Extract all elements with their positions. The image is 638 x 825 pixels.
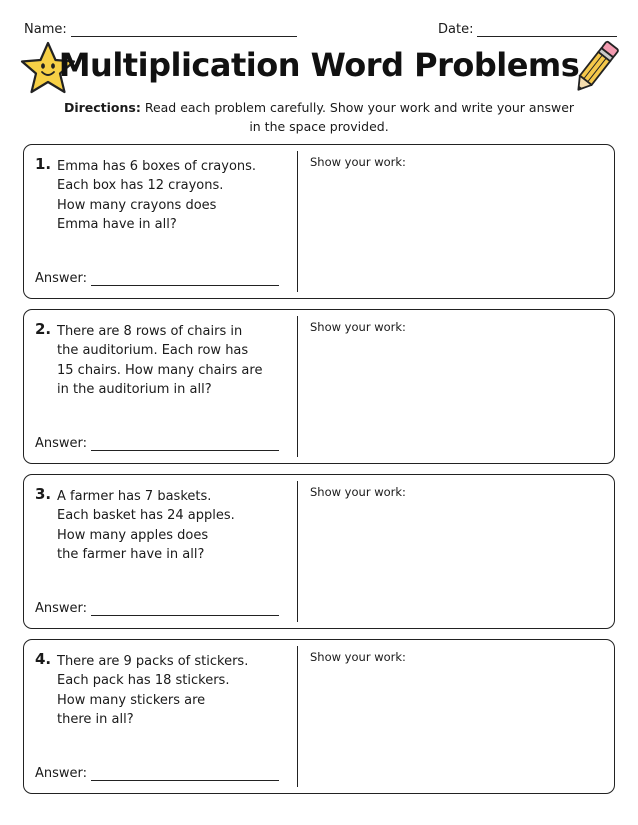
directions-lead: Directions:: [63, 100, 141, 115]
problem-text: [57, 157, 289, 234]
problem-line: in the auditorium in all?: [57, 381, 212, 397]
answer-field[interactable]: [35, 601, 279, 616]
name-field[interactable]: [24, 22, 297, 37]
problem-number: 3.: [35, 485, 52, 503]
answer-label: Answer:: [35, 436, 88, 451]
problem-line: A farmer has 7 baskets.: [57, 489, 212, 504]
title-row: [0, 38, 638, 100]
answer-blank-line[interactable]: [91, 272, 279, 286]
problem-number: 4.: [35, 650, 52, 668]
problem-line: Each box has 12 crayons.: [57, 178, 224, 194]
problem-line: There are 9 packs of stickers.: [57, 654, 249, 669]
name-label: Name:: [24, 22, 67, 37]
problem-number: 1.: [35, 155, 52, 173]
date-blank-line[interactable]: [477, 22, 617, 37]
problem-card-3: [23, 474, 615, 629]
problem-line: the auditorium. Each row has: [57, 343, 249, 359]
name-blank-line[interactable]: [71, 22, 297, 37]
directions: [60, 98, 578, 136]
answer-blank-line[interactable]: [91, 767, 279, 781]
problem-text: [57, 652, 289, 729]
directions-text: Read each problem carefully. Show your work and write your answer in the space provided.: [140, 100, 575, 134]
problem-line: Each pack has 18 stickers.: [57, 673, 230, 689]
work-area-label: Show your work:: [310, 155, 406, 169]
problem-line: 15 chairs. How many chairs are: [57, 362, 263, 378]
card-divider: [297, 481, 298, 622]
answer-field[interactable]: [35, 271, 279, 286]
problem-card-1: [23, 144, 615, 299]
pencil-icon: [570, 38, 622, 98]
answer-blank-line[interactable]: [91, 437, 279, 451]
answer-blank-line[interactable]: [91, 602, 279, 616]
card-divider: [297, 151, 298, 292]
problem-text: [57, 487, 289, 564]
problem-line: Each basket has 24 apples.: [57, 508, 235, 524]
problem-number: 2.: [35, 320, 52, 338]
answer-field[interactable]: [35, 766, 279, 781]
problem-line: There are 8 rows of chairs in: [57, 324, 243, 339]
problem-text: [57, 322, 289, 399]
date-label: Date:: [438, 22, 474, 37]
card-divider: [297, 646, 298, 787]
date-field[interactable]: [438, 22, 617, 37]
work-area-label: Show your work:: [310, 320, 406, 334]
work-area-label: Show your work:: [310, 650, 406, 664]
answer-field[interactable]: [35, 436, 279, 451]
answer-label: Answer:: [35, 271, 88, 286]
problem-line: the farmer have in all?: [57, 546, 205, 562]
problem-line: Emma has 6 boxes of crayons.: [57, 159, 257, 174]
problem-line: How many crayons does: [57, 197, 217, 213]
problem-line: How many stickers are: [57, 692, 206, 708]
work-area-label: Show your work:: [310, 485, 406, 499]
answer-label: Answer:: [35, 766, 88, 781]
problem-line: Emma have in all?: [57, 216, 177, 232]
problem-card-2: [23, 309, 615, 464]
card-divider: [297, 316, 298, 457]
answer-label: Answer:: [35, 601, 88, 616]
problem-line: there in all?: [57, 711, 134, 727]
problem-card-4: [23, 639, 615, 794]
page-title: Multiplication Word Problems: [58, 46, 580, 84]
problem-line: How many apples does: [57, 527, 209, 543]
